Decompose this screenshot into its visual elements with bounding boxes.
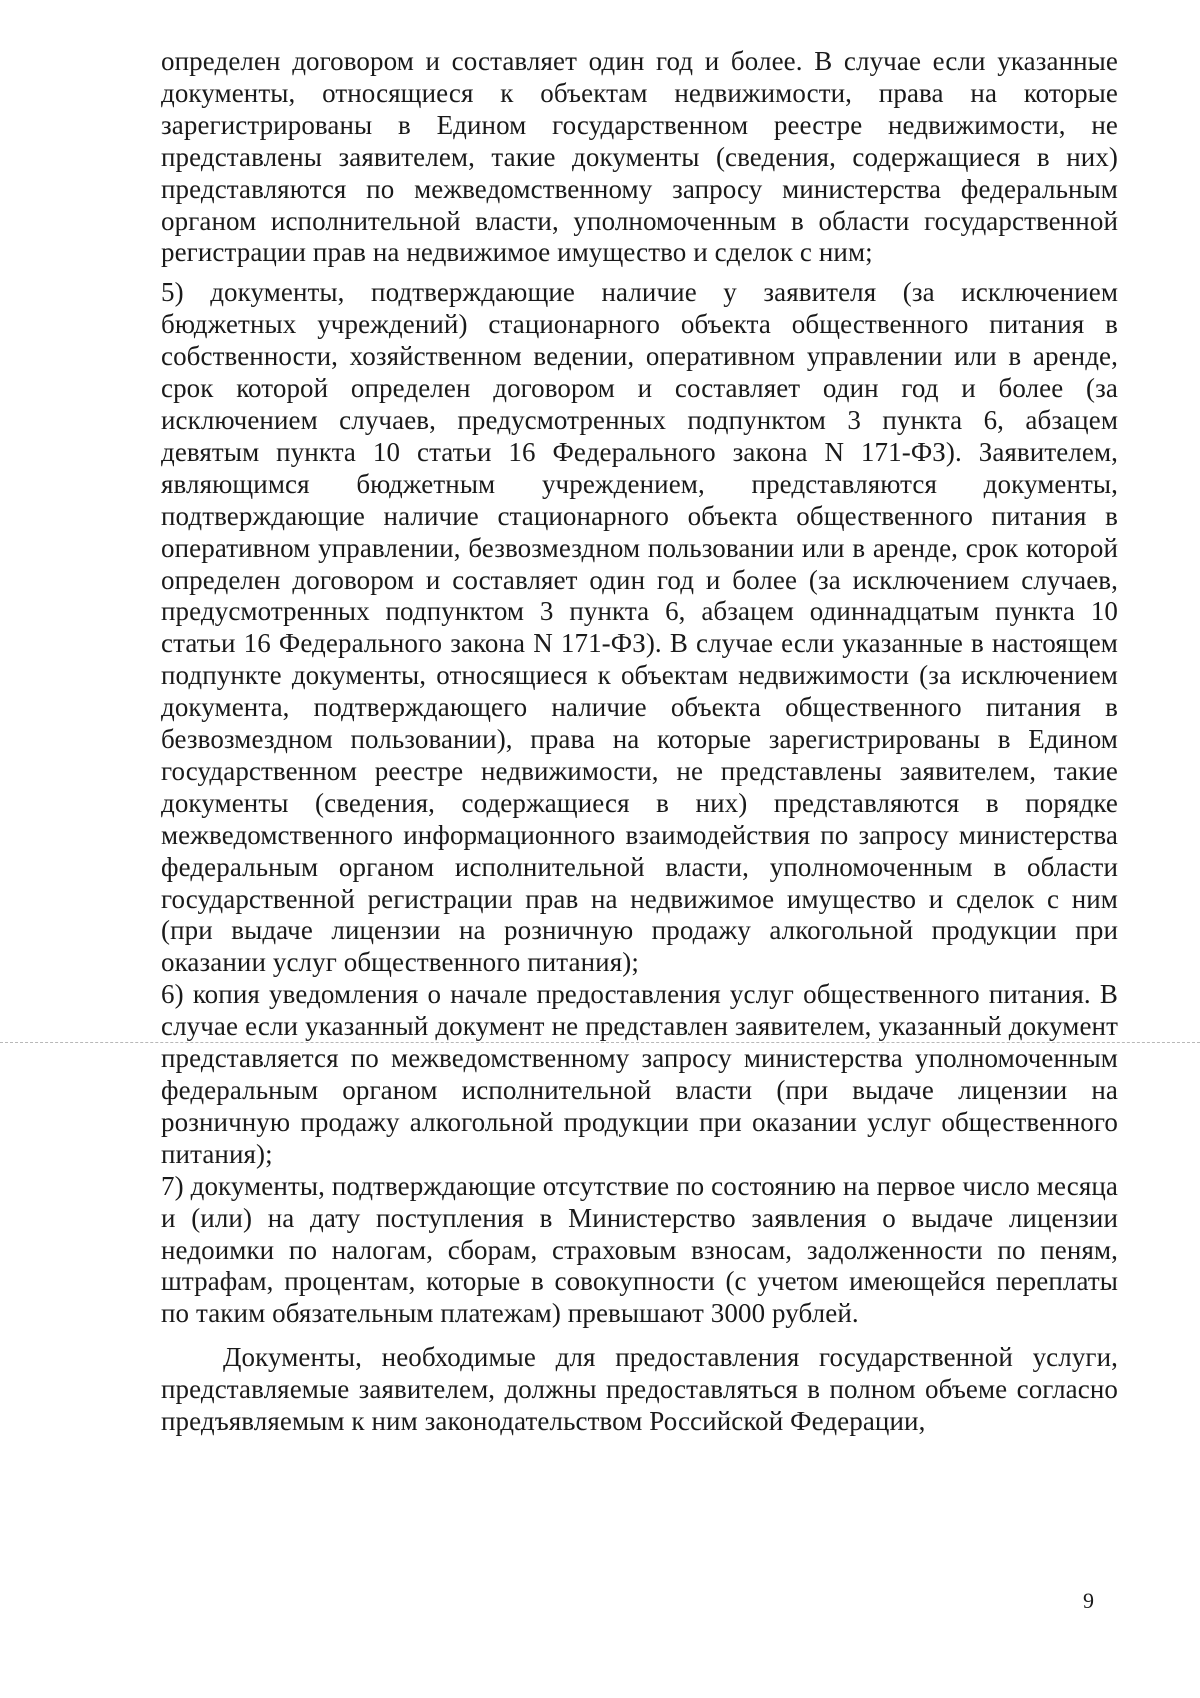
- paragraph-item-5: 5) документы, подтверждающие наличие у заявителя (за исключением бюджетных учреждений) стационарного объекта общественного питания в собственности, хозяйственном ведении, оперативном управлении или в аренде, срок которой определен договором и составляет один год и более (за исключением случаев, предусмотренных подпунктом 3 пункта 6, абзацем девятым пункта 10 статьи 16 Федерального закона N 171-ФЗ). Заявителем, являющимся бюджетным учреждением, представляются документы, подтверждающие наличие стационарного объекта общественного питания в оперативном управлении, безвозмездном пользовании или в аренде, срок которой определен договором и составляет один год и более (за исключением случаев, предусмотренных подпунктом 3 пункта 6, абзацем одиннадцатым пункта 10 статьи 16 Федерального закона N 171-ФЗ). В случае если указанные в настоящем подпункте документы, относящиеся к объектам недвижимости (за исключением документа, подтверждающего наличие объекта общественного питания в безвозмездном пользовании), права на которые зарегистрированы в Едином государственном реестре недвижимости, не представлены заявителем, такие документы (сведения, содержащиеся в них) представляются в порядке межведомственного информационного взаимодействия по запросу министерства федеральным органом исполнительной власти, уполномоченным в области государственной регистрации прав на недвижимое имущество и сделок с ним (при выдаче лицензии на розничную продажу алкогольной продукции при оказании услуг общественного питания);: [161, 277, 1118, 978]
- paragraph-item-7: 7) документы, подтверждающие отсутствие по состоянию на первое число месяца и (или) на дату поступления в Министерство заявления о выдаче лицензии недоимки по налогам, сборам, страховым взносам, задолженности по пеням, штрафам, процентам, которые в совокупности (с учетом имеющейся переплаты по таким обязательным платежам) превышают 3000 рублей.: [161, 1170, 1118, 1329]
- scan-artifact-line: [0, 1042, 1200, 1043]
- paragraph-documents-requirements: Документы, необходимые для предоставления государственной услуги, представляемые заявителем, должны предоставляться в полном объеме согласно предъявляемым к ним законодательством Российской Федерации,: [161, 1342, 1118, 1437]
- paragraph-continuation: определен договором и составляет один год и более. В случае если указанные документы, относящиеся к объектам недвижимости, права на которые зарегистрированы в Едином государственном реестре недвижимости, не представлены заявителем, такие документы (сведения, содержащиеся в них) представляются по межведомственному запросу министерства федеральным органом исполнительной власти, уполномоченным в области государственной регистрации прав на недвижимое имущество и сделок с ним;: [161, 46, 1118, 268]
- paragraph-item-6: 6) копия уведомления о начале предоставления услуг общественного питания. В случае если указанный документ не представлен заявителем, указанный документ представляется по межведомственному запросу министерства уполномоченным федеральным органом исполнительной власти (при выдаче лицензии на розничную продажу алкогольной продукции при оказании услуг общественного питания);: [161, 979, 1118, 1169]
- document-body: [161, 46, 1118, 1438]
- page-number: 9: [1083, 1588, 1094, 1613]
